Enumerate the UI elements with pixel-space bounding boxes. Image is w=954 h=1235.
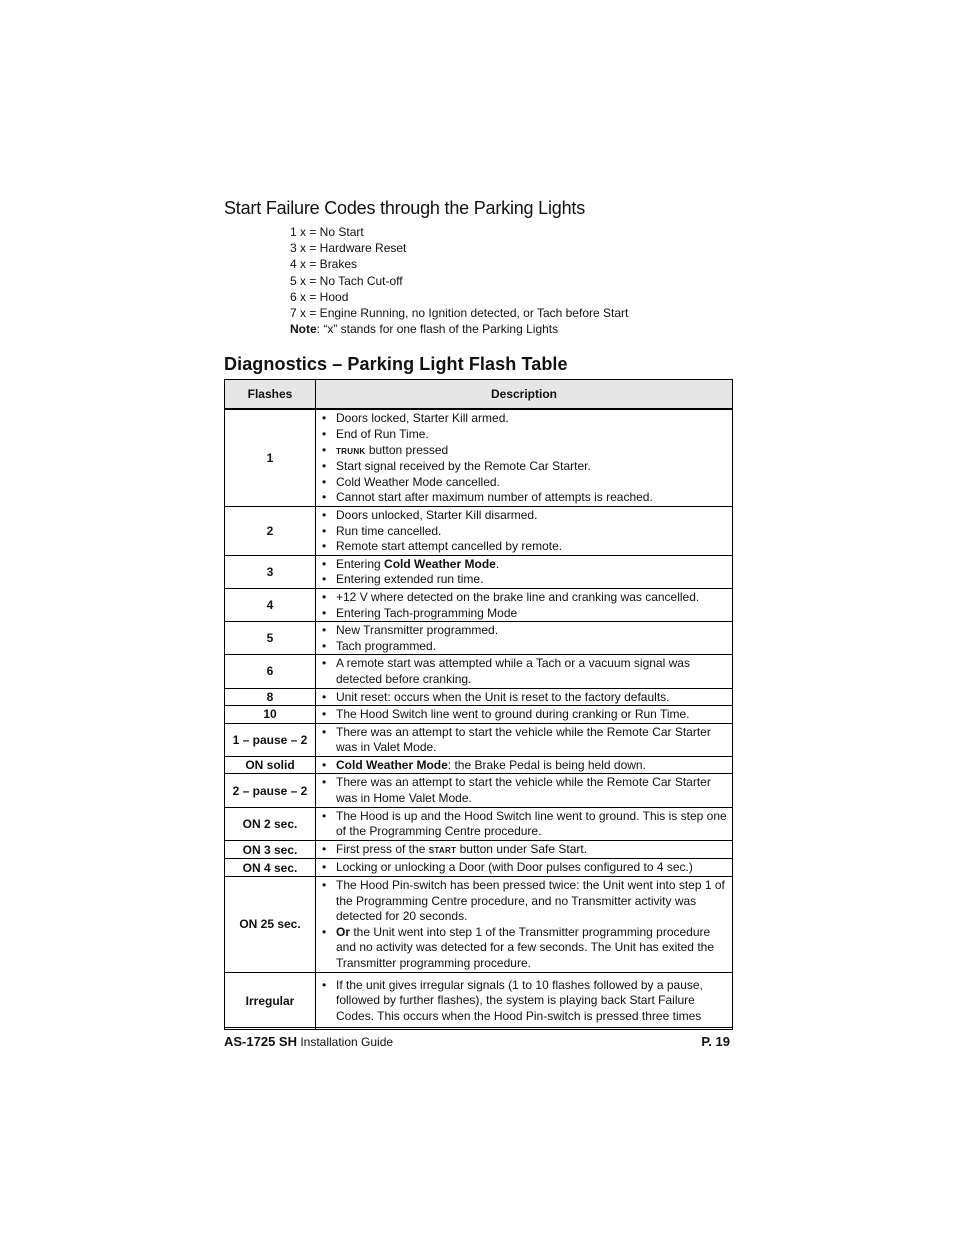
list-item bbox=[322, 639, 728, 655]
description-list bbox=[322, 590, 728, 621]
flashes-cell: 1 – pause – 2 bbox=[225, 723, 316, 756]
item-text: button under Safe Start. bbox=[456, 841, 588, 856]
flashes-cell: 3 bbox=[225, 555, 316, 588]
flashes-cell: 2 bbox=[225, 506, 316, 555]
flash-table-body bbox=[225, 409, 733, 1029]
list-item bbox=[322, 475, 728, 491]
flashes-cell: ON 25 sec. bbox=[225, 877, 316, 973]
list-item bbox=[322, 656, 728, 687]
description-cell bbox=[316, 588, 733, 621]
item-text: the Unit went into step 1 of the Transmitter programming procedure and no activity was detected for a few seconds. The Unit has exited the Transmitter programming procedure. bbox=[336, 924, 714, 971]
flashes-cell: 6 bbox=[225, 655, 316, 688]
note-line bbox=[290, 321, 734, 337]
description-list bbox=[322, 725, 728, 756]
description-list bbox=[322, 707, 728, 723]
description-cell bbox=[316, 723, 733, 756]
footer-model: AS-1725 SH bbox=[224, 1034, 297, 1049]
description-list bbox=[322, 758, 728, 774]
item-text: Doors locked, Starter Kill armed. bbox=[336, 411, 509, 426]
list-item bbox=[322, 508, 728, 524]
list-item bbox=[322, 623, 728, 639]
list-item bbox=[322, 725, 728, 756]
table-row bbox=[225, 622, 733, 655]
code-line: 5 x = No Tach Cut-off bbox=[290, 273, 403, 288]
list-item bbox=[322, 557, 728, 573]
table-row bbox=[225, 655, 733, 688]
list-item bbox=[322, 809, 728, 840]
item-text: Tach programmed. bbox=[336, 638, 437, 653]
description-cell bbox=[316, 706, 733, 724]
item-text: The Hood is up and the Hood Switch line went to ground. This is step one of the Programming Centre procedure. bbox=[336, 808, 727, 839]
description-list bbox=[322, 411, 728, 506]
table-row bbox=[225, 506, 733, 555]
code-line: 7 x = Engine Running, no Ignition detected, or Tach before Start bbox=[290, 306, 629, 321]
description-list bbox=[322, 775, 728, 806]
table-row bbox=[225, 555, 733, 588]
list-item bbox=[322, 606, 728, 622]
description-list bbox=[322, 623, 728, 654]
item-text: . bbox=[495, 556, 500, 571]
description-cell bbox=[316, 655, 733, 688]
description-cell bbox=[316, 622, 733, 655]
description-list bbox=[322, 508, 728, 555]
list-item bbox=[322, 572, 728, 588]
list-item bbox=[322, 490, 728, 506]
description-list bbox=[322, 842, 728, 859]
description-list bbox=[322, 557, 728, 588]
item-text: The Hood Pin-switch has been pressed twice: the Unit went into step 1 of the Programming Centre procedure, and no Transmitter activity was detected for 20 seconds. bbox=[336, 878, 725, 924]
item-text: Doors unlocked, Starter Kill disarmed. bbox=[336, 507, 538, 522]
item-text: Locking or unlocking a Door (with Door pulses configured to 4 sec.) bbox=[336, 860, 693, 875]
description-list bbox=[322, 690, 728, 706]
item-text: Unit reset: occurs when the Unit is reset to the factory defaults. bbox=[336, 689, 670, 704]
list-item bbox=[322, 707, 728, 723]
description-cell bbox=[316, 877, 733, 973]
page-number: P. 19 bbox=[701, 1034, 730, 1049]
flash-table bbox=[224, 379, 733, 1029]
table-row bbox=[225, 588, 733, 621]
flashes-cell: ON solid bbox=[225, 756, 316, 774]
description-cell bbox=[316, 688, 733, 706]
flashes-cell: 2 – pause – 2 bbox=[225, 774, 316, 807]
list-item bbox=[322, 427, 728, 443]
description-list bbox=[322, 860, 728, 876]
flashes-cell: Irregular bbox=[225, 972, 316, 1029]
item-text: Entering extended run time. bbox=[336, 572, 484, 587]
description-list bbox=[322, 978, 728, 1025]
item-text: +12 V where detected on the brake line and cranking was cancelled. bbox=[336, 589, 700, 604]
item-text: Start signal received by the Remote Car Starter. bbox=[336, 459, 591, 474]
flashes-cell: 4 bbox=[225, 588, 316, 621]
item-text: Run time cancelled. bbox=[336, 523, 442, 538]
description-cell bbox=[316, 807, 733, 840]
list-item bbox=[322, 842, 728, 859]
emphasis-text: Cold Weather Mode bbox=[336, 757, 448, 772]
flashes-cell: ON 4 sec. bbox=[225, 859, 316, 877]
item-text: Entering Tach-programming Mode bbox=[336, 605, 518, 620]
section-title-diagnostics: Diagnostics – Parking Light Flash Table bbox=[224, 354, 568, 375]
flashes-cell: ON 2 sec. bbox=[225, 807, 316, 840]
item-text: button pressed bbox=[365, 442, 449, 457]
page-footer bbox=[224, 1027, 733, 1049]
list-item bbox=[322, 524, 728, 540]
table-row bbox=[225, 688, 733, 706]
description-cell bbox=[316, 555, 733, 588]
flashes-cell: 1 bbox=[225, 409, 316, 506]
column-header-description: Description bbox=[316, 380, 733, 410]
table-row bbox=[225, 774, 733, 807]
table-header-row bbox=[225, 380, 733, 410]
note-label: Note bbox=[290, 322, 317, 337]
list-item bbox=[322, 459, 728, 475]
item-text: End of Run Time. bbox=[336, 427, 429, 442]
emphasis-text: Or bbox=[336, 924, 351, 939]
button-name-text: TRUNK bbox=[336, 446, 366, 456]
flashes-cell: 5 bbox=[225, 622, 316, 655]
table-row bbox=[225, 409, 733, 506]
column-header-flashes: Flashes bbox=[225, 380, 316, 410]
item-text: There was an attempt to start the vehicle while the Remote Car Starter was in Valet Mode. bbox=[336, 724, 711, 755]
description-cell bbox=[316, 859, 733, 877]
list-item bbox=[322, 775, 728, 806]
code-line: 6 x = Hood bbox=[290, 289, 349, 304]
table-row bbox=[225, 723, 733, 756]
item-text: Remote start attempt cancelled by remote. bbox=[336, 539, 563, 554]
list-item bbox=[322, 978, 728, 1025]
description-cell bbox=[316, 756, 733, 774]
flashes-cell: 10 bbox=[225, 706, 316, 724]
table-row bbox=[225, 706, 733, 724]
code-line: 4 x = Brakes bbox=[290, 257, 358, 272]
item-text: New Transmitter programmed. bbox=[336, 623, 499, 638]
code-line: 3 x = Hardware Reset bbox=[290, 241, 407, 256]
flashes-cell: 8 bbox=[225, 688, 316, 706]
code-line: 1 x = No Start bbox=[290, 225, 364, 239]
flashes-cell: ON 3 sec. bbox=[225, 840, 316, 859]
page-content bbox=[224, 196, 734, 1030]
list-item bbox=[322, 758, 728, 774]
table-row bbox=[225, 859, 733, 877]
start-failure-codes-list bbox=[290, 224, 734, 337]
description-list bbox=[322, 878, 728, 972]
description-cell bbox=[316, 506, 733, 555]
item-text: Cold Weather Mode cancelled. bbox=[336, 474, 500, 489]
button-name-text: START bbox=[428, 845, 457, 855]
list-item bbox=[322, 411, 728, 427]
table-row bbox=[225, 840, 733, 859]
table-row bbox=[225, 972, 733, 1029]
item-text: If the unit gives irregular signals (1 to 10 flashes followed by a pause, followed by further flashes), the system is playing back Start Failure Codes. This occurs when the Hood Pin-switch is pressed three times bbox=[336, 977, 703, 1023]
table-row bbox=[225, 877, 733, 973]
note-text: : “x” stands for one flash of the Parking Lights bbox=[316, 322, 559, 337]
item-text: First press of the bbox=[336, 841, 429, 856]
list-item bbox=[322, 925, 728, 972]
list-item bbox=[322, 539, 728, 555]
description-cell bbox=[316, 972, 733, 1029]
footer-guide: Installation Guide bbox=[296, 1035, 394, 1049]
list-item bbox=[322, 860, 728, 876]
description-cell bbox=[316, 840, 733, 859]
item-text: The Hood Switch line went to ground during cranking or Run Time. bbox=[336, 707, 690, 722]
table-row bbox=[225, 756, 733, 774]
item-text: Cannot start after maximum number of attempts is reached. bbox=[336, 490, 653, 505]
description-cell bbox=[316, 409, 733, 506]
list-item bbox=[322, 878, 728, 925]
item-text: Entering bbox=[336, 556, 385, 571]
emphasis-text: Cold Weather Mode bbox=[384, 556, 496, 571]
description-cell bbox=[316, 774, 733, 807]
section-title-start-failure-codes: Start Failure Codes through the Parking Lights bbox=[224, 198, 586, 218]
item-text: : the Brake Pedal is being held down. bbox=[447, 757, 646, 772]
list-item bbox=[322, 590, 728, 606]
description-list bbox=[322, 809, 728, 840]
item-text: There was an attempt to start the vehicle while the Remote Car Starter was in Home Valet Mode. bbox=[336, 775, 711, 806]
list-item bbox=[322, 443, 728, 460]
item-text: A remote start was attempted while a Tach or a vacuum signal was detected before cranking. bbox=[336, 656, 690, 686]
list-item bbox=[322, 690, 728, 706]
description-list bbox=[322, 656, 728, 687]
table-row bbox=[225, 807, 733, 840]
